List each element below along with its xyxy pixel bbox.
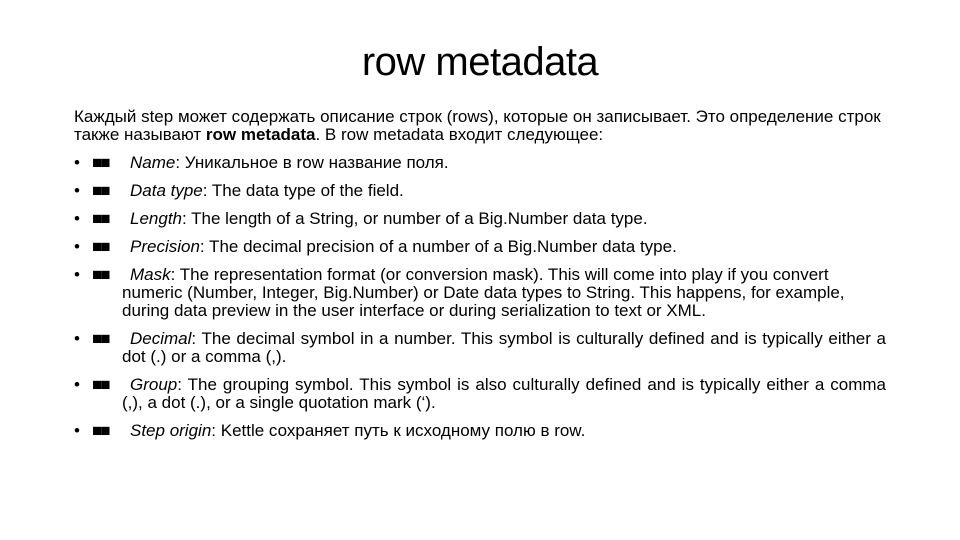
bullet-icon: • [74, 209, 80, 228]
intro-text-2: . В row metadata входит следующее: [315, 125, 604, 144]
item-term: Group [130, 375, 178, 394]
square-marker-icon: ■■ [92, 153, 109, 172]
bullet-icon: • [74, 265, 80, 284]
bullet-icon: • [74, 181, 80, 200]
bullet-icon: • [74, 329, 80, 348]
list-item [74, 154, 886, 172]
slide-body [74, 108, 886, 440]
bullet-icon: • [74, 153, 80, 172]
intro-paragraph [74, 108, 886, 144]
item-term: Decimal [130, 329, 192, 348]
item-term: Mask [130, 265, 171, 284]
list-item [74, 376, 886, 412]
square-marker-icon: ■■ [92, 237, 109, 256]
slide-title: row metadata [361, 40, 599, 84]
list-item [74, 238, 886, 256]
list-item [74, 330, 886, 366]
item-text: : Уникальное в row название поля. [175, 153, 449, 172]
intro-text-1: Каждый step может содержать описание строк (rows), которые он записывает. Это определение строк также называют [74, 107, 881, 144]
square-marker-icon: ■■ [92, 329, 109, 348]
square-marker-icon: ■■ [92, 209, 109, 228]
bullet-icon: • [74, 421, 80, 440]
item-text: : The length of a String, or number of a Big.Number data type. [182, 209, 648, 228]
list-item [74, 210, 886, 228]
item-text: : The decimal symbol in a number. This symbol is culturally defined and is typically either a dot (.) or a comma (,). [122, 329, 886, 366]
square-marker-icon: ■■ [92, 375, 109, 394]
item-term: Data type [130, 181, 203, 200]
intro-bold-term: row metadata [205, 125, 316, 144]
square-marker-icon: ■■ [92, 181, 109, 200]
item-text: : The representation format (or conversion mask). This will come into play if you convert numeric (Number, Integer, Big.Number) or Date data types to String. This happens, for example, during data preview in the user interface or during serialization to text or XML. [122, 265, 845, 320]
item-term: Step origin [130, 421, 212, 440]
item-term: Name [130, 153, 176, 172]
bullet-list [74, 154, 886, 440]
item-text: : The decimal precision of a number of a Big.Number data type. [199, 237, 677, 256]
bullet-icon: • [74, 375, 80, 394]
item-text: : The data type of the field. [202, 181, 404, 200]
item-text: : Kettle сохраняет путь к исходному полю в row. [211, 421, 586, 440]
item-term: Precision [130, 237, 200, 256]
square-marker-icon: ■■ [92, 421, 109, 440]
list-item [74, 182, 886, 200]
list-item [74, 266, 886, 320]
item-text: : The grouping symbol. This symbol is also culturally defined and is typically either a comma (,), a dot (.), or a single quotation mark (‘). [122, 375, 886, 412]
bullet-icon: • [74, 237, 80, 256]
item-term: Length [130, 209, 182, 228]
square-marker-icon: ■■ [92, 265, 109, 284]
list-item [74, 422, 886, 440]
